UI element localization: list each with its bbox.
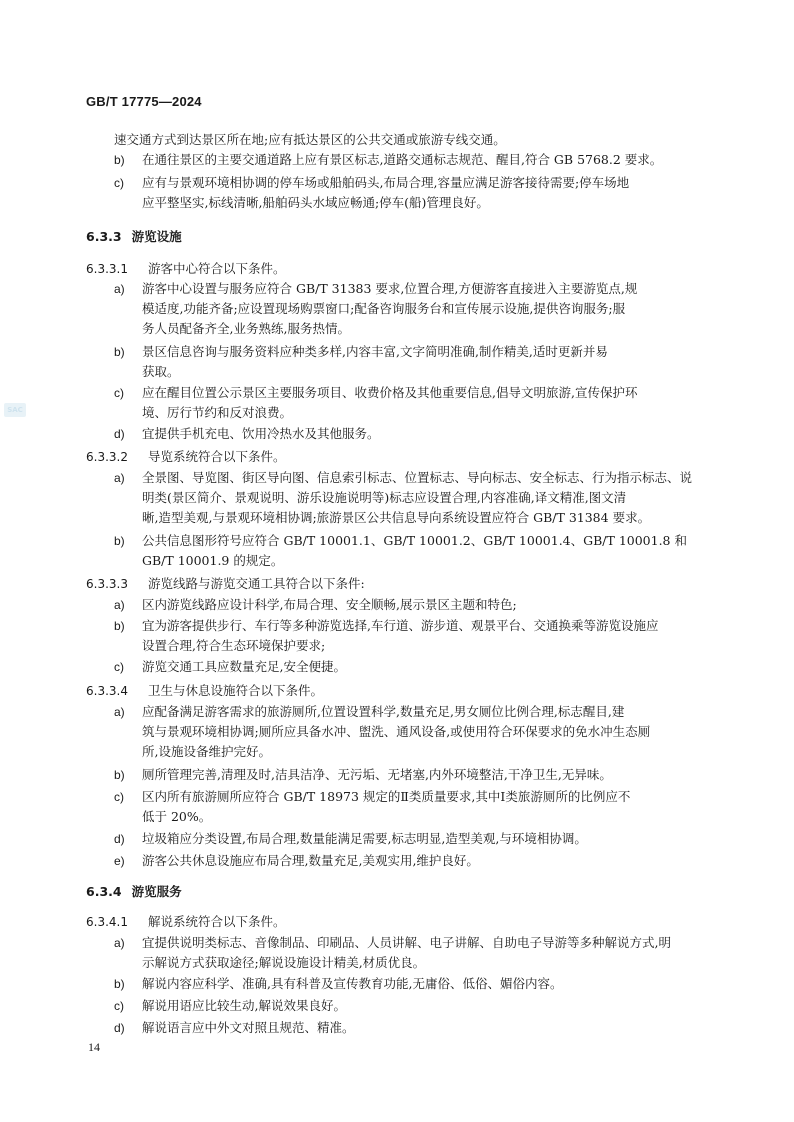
item-text-line: 晰,造型美观,与景观环境相协调;旅游景区公共信息导向系统设置应符合 GB/T 31384 要求。	[142, 510, 651, 525]
item-text-line: 务人员配备齐全,业务熟练,服务热情。	[142, 321, 350, 336]
item-text-line: 明类(景区简介、景观说明、游乐设施说明等)标志应设置合理,内容准确,译文精准,图文清	[142, 490, 627, 505]
item-label: b)	[114, 534, 125, 548]
list-item	[114, 996, 706, 1016]
item-label: d)	[114, 1021, 125, 1035]
item-label: e)	[114, 854, 125, 868]
clause-text: 解说系统符合以下条件。	[148, 914, 286, 929]
item-label: b)	[114, 619, 125, 633]
item-label: c)	[114, 176, 124, 190]
item-label: d)	[114, 427, 125, 441]
item-label: b)	[114, 153, 125, 167]
item-text-line: 筑与景观环境相协调;厕所应具备水冲、盥洗、通风设备,或使用符合环保要求的免水冲生态厕	[142, 724, 651, 739]
list-item	[114, 933, 706, 973]
clause-number: 6.3.4.1	[86, 915, 128, 929]
item-text: 在通往景区的主要交通道路上应有景区标志,道路交通标志规范、醒目,符合 GB 5768.2 要求。	[142, 152, 663, 167]
section-heading-6-3-4	[86, 882, 182, 900]
list-item	[114, 851, 706, 871]
item-label: a)	[114, 282, 125, 296]
list-item	[114, 595, 706, 615]
clause-text: 游客中心符合以下条件。	[148, 261, 286, 276]
clause-text: 游览线路与游览交通工具符合以下条件:	[148, 576, 365, 591]
item-text-line: 应配备满足游客需求的旅游厕所,位置设置科学,数量充足,男女厕位比例合理,标志醒目,建	[142, 704, 625, 719]
clause-text: 导览系统符合以下条件。	[148, 449, 286, 464]
section-number: 6.3.3	[86, 229, 122, 244]
item-text-line: 公共信息图形符号应符合 GB/T 10001.1、GB/T 10001.2、GB/T 10001.4、GB/T 10001.8 和	[142, 533, 687, 548]
item-label: a)	[114, 705, 125, 719]
section-title: 游览设施	[131, 229, 182, 244]
item-label: a)	[114, 598, 125, 612]
item-text-line: GB/T 10001.9 的规定。	[142, 553, 284, 568]
item-text-line: 垃圾箱应分类设置,布局合理,数量能满足需要,标志明显,造型美观,与环境相协调。	[142, 831, 587, 846]
item-text-line: 宜为游客提供步行、车行等多种游览选择,车行道、游步道、观景平台、交通换乘等游览设施应	[142, 618, 659, 633]
clause-6-3-3-4	[86, 681, 323, 699]
item-text-line: 解说用语应比较生动,解说效果良好。	[142, 998, 346, 1013]
item-label: c)	[114, 660, 124, 674]
clause-number: 6.3.3.3	[86, 577, 128, 591]
clause-6-3-3-3	[86, 574, 365, 592]
list-item	[114, 787, 706, 827]
list-item	[114, 468, 706, 528]
item-text-line: 境、厉行节约和反对浪费。	[142, 405, 293, 420]
section-title: 游览服务	[131, 884, 182, 899]
item-label: b)	[114, 977, 125, 991]
item-text-line: 示解说方式获取途径;解说设施设计精美,材质优良。	[142, 955, 426, 970]
item-label: b)	[114, 345, 125, 359]
item-text-line: 游客中心设置与服务应符合 GB/T 31383 要求,位置合理,方便游客直接进入主要游览点,规	[142, 281, 638, 296]
list-item	[114, 424, 706, 444]
list-item	[114, 765, 706, 785]
item-text-line: 获取。	[142, 364, 180, 379]
item-text-line: 模适度,功能齐备;应设置现场购票窗口;配备咨询服务台和宣传展示设施,提供咨询服务;服	[142, 301, 626, 316]
clause-6-3-4-1	[86, 912, 286, 930]
clause-6-3-3-2	[86, 447, 286, 465]
item-label: a)	[114, 471, 125, 485]
section-heading-6-3-3	[86, 227, 182, 245]
list-item	[114, 342, 706, 382]
item-text-line: 解说语言应中外文对照且规范、精准。	[142, 1020, 355, 1035]
clause-number: 6.3.3.1	[86, 262, 128, 276]
item-text-line: 应在醒目位置公示景区主要服务项目、收费价格及其他重要信息,倡导文明旅游,宣传保护环	[142, 385, 638, 400]
item-label: a)	[114, 936, 125, 950]
standard-id: GB/T 17775—2024	[86, 94, 202, 109]
item-text-line-2: 应平整坚实,标线清晰,船舶码头水域应畅通;停车(船)管理良好。	[142, 195, 489, 210]
item-text-line: 所,设施设备维护完好。	[142, 744, 271, 759]
list-item	[114, 974, 706, 994]
item-text-line: 景区信息咨询与服务资料应种类多样,内容丰富,文字简明准确,制作精美,适时更新并易	[142, 344, 608, 359]
list-item	[114, 531, 706, 571]
section-number: 6.3.4	[86, 884, 122, 899]
item-text-line-1: 应有与景观环境相协调的停车场或船舶码头,布局合理,容量应满足游客接待需要;停车场地	[142, 175, 630, 190]
clause-text: 卫生与休息设施符合以下条件。	[148, 683, 324, 698]
page-number: 14	[88, 1040, 100, 1054]
item-top-c	[114, 173, 706, 213]
list-item	[114, 702, 706, 762]
list-item	[114, 829, 706, 849]
item-label: c)	[114, 999, 124, 1013]
item-text-line: 游客公共休息设施应布局合理,数量充足,美观实用,维护良好。	[142, 853, 479, 868]
item-text-line: 低于 20%。	[142, 809, 212, 824]
clause-number: 6.3.3.2	[86, 450, 128, 464]
list-item	[114, 383, 706, 423]
continued-line: 速交通方式到达景区所在地;应有抵达景区的公共交通或旅游专线交通。	[114, 132, 506, 147]
item-label: c)	[114, 386, 124, 400]
item-text-line: 游览交通工具应数量充足,安全便捷。	[142, 659, 346, 674]
list-item	[114, 657, 706, 677]
sac-watermark-logo: SAC	[4, 403, 26, 417]
clause-number: 6.3.3.4	[86, 684, 128, 698]
item-text-line: 区内所有旅游厕所应符合 GB/T 18973 规定的Ⅱ类质量要求,其中Ⅰ类旅游厕所的比例应不	[142, 789, 631, 804]
item-text-line: 解说内容应科学、准确,具有科普及宣传教育功能,无庸俗、低俗、媚俗内容。	[142, 976, 563, 991]
item-label: d)	[114, 832, 125, 846]
list-item	[114, 279, 706, 339]
list-item	[114, 1018, 706, 1038]
clause-6-3-3-1	[86, 259, 286, 277]
item-text-line: 宜提供说明类标志、音像制品、印刷品、人员讲解、电子讲解、自助电子导游等多种解说方式,明	[142, 935, 671, 950]
list-item	[114, 616, 706, 656]
item-text-line: 全景图、导览图、街区导向图、信息索引标志、位置标志、导向标志、安全标志、行为指示标志、说	[142, 470, 693, 485]
item-text-line: 宜提供手机充电、饮用冷热水及其他服务。	[142, 426, 380, 441]
item-text-line: 区内游览线路应设计科学,布局合理、安全顺畅,展示景区主题和特色;	[142, 597, 517, 612]
item-top-b	[114, 150, 706, 170]
item-text-line: 厕所管理完善,清理及时,洁具洁净、无污垢、无堵塞,内外环境整洁,干净卫生,无异味。	[142, 767, 612, 782]
item-label: b)	[114, 768, 125, 782]
item-text-line: 设置合理,符合生态环境保护要求;	[142, 638, 326, 653]
item-label: c)	[114, 790, 124, 804]
